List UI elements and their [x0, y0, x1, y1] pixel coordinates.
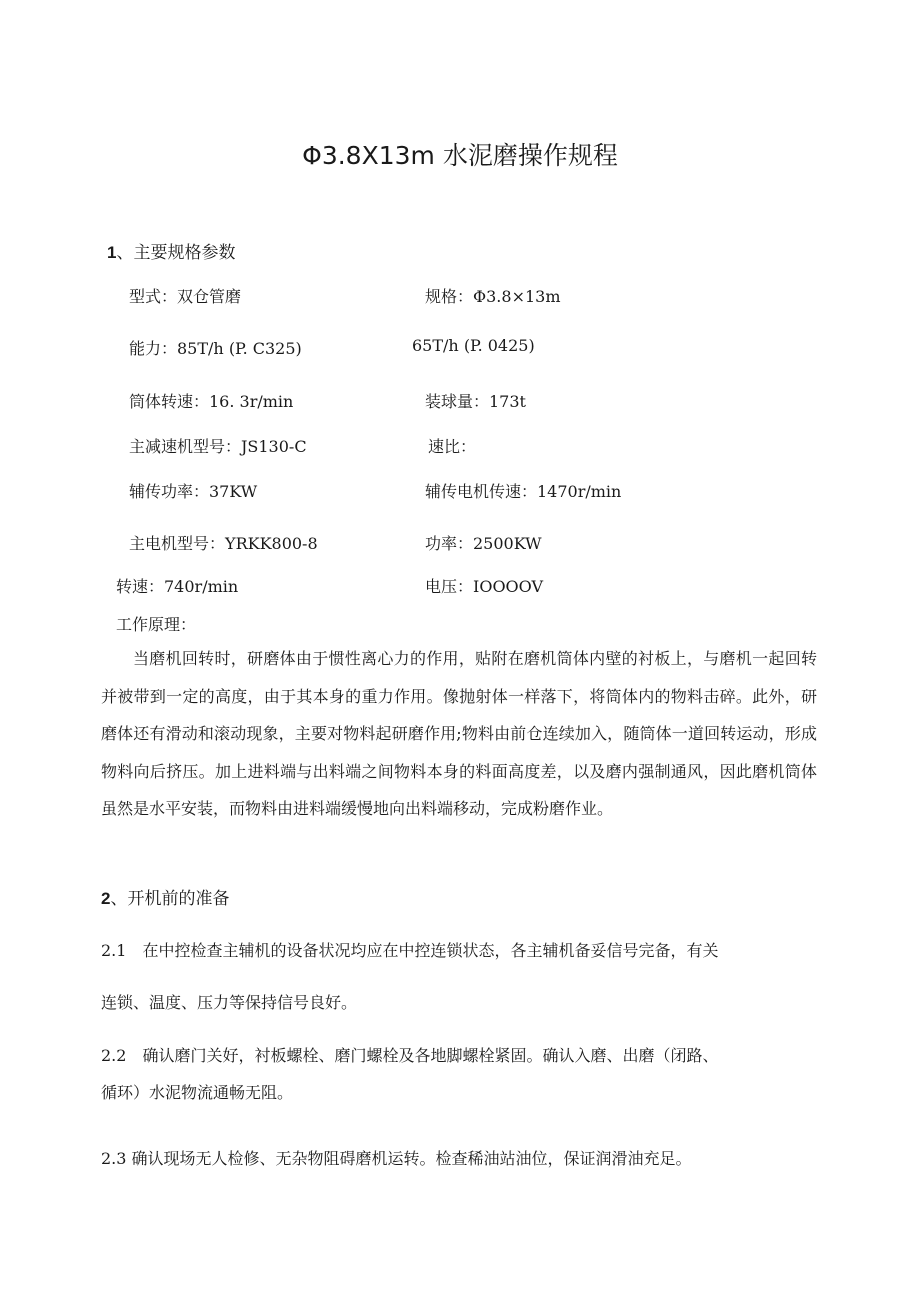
spec-capacity-2: 65T/h (P. 0425) [412, 336, 535, 355]
spec-type: 型式：双仓管磨 [129, 287, 242, 306]
spec-power: 功率：2500KW [425, 534, 542, 553]
section-1-number: 1 [107, 243, 117, 262]
item-2-2-line-2: 循环）水泥物流通畅无阻。 [101, 1083, 294, 1102]
item-2-1-line-1: 2.1 在中控检查主辅机的设备状况均应在中控连锁状态，各主辅机备妥信号完备，有关 [101, 941, 719, 960]
principle-label: 工作原理： [116, 615, 197, 634]
spec-aux-motor-speed: 辅传电机传速：1470r/min [425, 482, 622, 501]
spec-ball-load: 装球量：173t [425, 392, 526, 411]
principle-paragraph: 当磨机回转时，研磨体由于惯性离心力的作用，贴附在磨机筒体内壁的衬板上，与磨机一起回转并被带到一定的高度，由于其本身的重力作用。像抛射体一样落下，将筒体内的物料击碎。此外，研磨体还有滑动和滚动现象，主要对物料起研磨作用;物料由前仓连续加入，随筒体一道回转运动，形成物料向后挤压。加上进料端与出料端之间物料本身的料面高度差，以及磨内强制通风，因此磨机筒体虽然是水平安装，而物料由进料端缓慢地向出料端移动，完成粉磨作业。 [101, 649, 817, 819]
spec-ratio: 速比： [428, 437, 477, 456]
section-1-heading [107, 238, 235, 263]
spec-shell-speed: 筒体转速：16. 3r/min [129, 392, 294, 411]
section-2-number: 2 [101, 889, 111, 908]
spec-main-motor-model: 主电机型号：YRKK800-8 [129, 534, 318, 553]
spec-voltage: 电压：IOOOOV [425, 577, 544, 596]
item-2-3: 2.3 确认现场无人检修、无杂物阻碍磨机运转。检查稀油站油位，保证润滑油充足。 [101, 1149, 692, 1168]
page-title: Φ3.8X13m 水泥磨操作规程 [302, 141, 618, 170]
item-2-1-line-2: 连锁、温度、压力等保持信号良好。 [101, 993, 358, 1012]
section-1-title: 、主要规格参数 [116, 243, 236, 263]
section-2-title: 、开机前的准备 [110, 889, 230, 909]
spec-aux-power: 辅传功率：37KW [129, 482, 258, 501]
spec-spec: 规格：Φ3.8×13m [425, 287, 561, 306]
spec-reducer-model: 主减速机型号：JS130-C [129, 437, 307, 456]
spec-speed: 转速：740r/min [116, 577, 239, 596]
spec-capacity-1: 能力：85T/h (P. C325) [129, 339, 302, 358]
section-2-heading [101, 884, 229, 909]
item-2-2-line-1: 2.2 确认磨门关好，衬板螺栓、磨门螺栓及各地脚螺栓紧固。确认入磨、出磨（闭路、 [101, 1046, 719, 1065]
